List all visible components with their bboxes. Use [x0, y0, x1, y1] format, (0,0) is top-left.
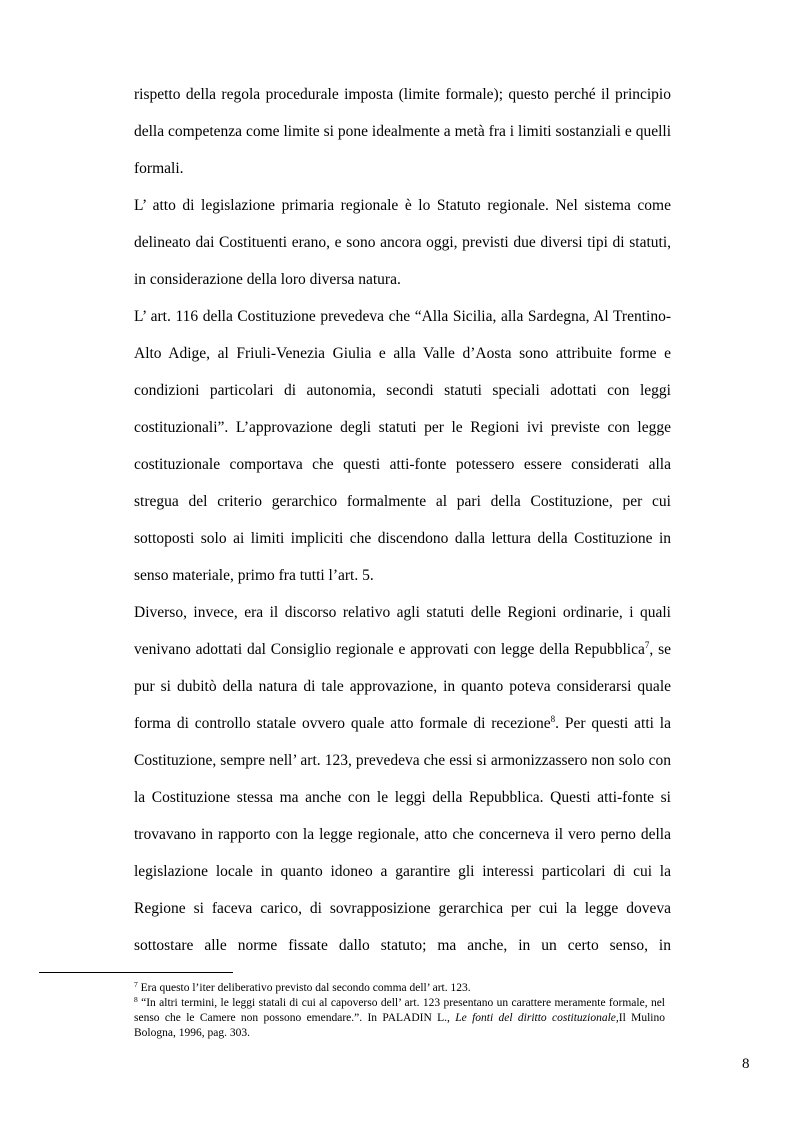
footnote-mark-8: 8 — [134, 995, 138, 1004]
footnote-8-publisher: Il Mulino Bologna, 1996, pag. 303. — [134, 1012, 665, 1039]
paragraph-2: L’ atto di legislazione primaria regionale è lo Statuto regionale. Nel sistema come delineato dai Costituenti erano, e sono ancora oggi, previsti due diversi tipi di statuti, in considerazione della loro diversa natura. — [134, 197, 671, 288]
footnote-ref-7: 7 — [644, 640, 650, 650]
footnotes — [134, 981, 665, 1041]
page-number: 8 — [742, 1056, 750, 1072]
paragraph-4-part-3: . Per questi atti la Costituzione, sempre nell’ art. 123, prevedeva che essi si armonizzassero non solo con la Costituzione stessa ma anche con le leggi della Repubblica. Questi atti-fonte si trovavano in rapporto con la legge regionale, atto che concerneva il vero perno della legislazione locale in quanto idoneo a garantire gli interessi particolari di cui la Regione si faceva carico, di sovrapposizione gerarchica per cui la legge doveva sottostare alle norme fissate dallo statuto; ma anche, in un certo senso, in — [134, 715, 671, 954]
footnote-separator — [39, 972, 233, 973]
paragraph-4-part-2: , se pur si dubitò della natura di tale approvazione, in quanto poteva considerarsi quale forma di controllo statale ovvero quale atto formale di recezione — [134, 641, 671, 732]
paragraph-4-part-1: Diverso, invece, era il discorso relativo agli statuti delle Regioni ordinarie, i quali venivano adottati dal Consiglio regionale e approvati con legge della Repubblica — [134, 604, 671, 658]
paragraph-3: L’ art. 116 della Costituzione prevedeva che “Alla Sicilia, alla Sardegna, Al Trentino-Alto Adige, al Friuli-Venezia Giulia e alla Valle d’Aosta sono attribuite forme e condizioni particolari di autonomia, secondi statuti speciali adottati con leggi costituzionali”. L’approvazione degli statuti per le Regioni ivi previste con legge costituzionale comportava che questi atti-fonte potessero essere considerati alla stregua del criterio gerarchico formalmente al pari della Costituzione, per cui sottoposti solo ai limiti impliciti che discendono dalla lettura della Costituzione in senso materiale, primo fra tutti l’art. 5. — [134, 308, 671, 584]
footnote-7 — [134, 981, 665, 996]
body-text — [134, 76, 671, 964]
footnote-8-text: “In altri termini, le leggi statali di cui al capoverso dell’ art. 123 presentano un carattere meramente formale, nel senso che le Camere non possono emendare.”. In PALADIN L., — [134, 997, 665, 1024]
footnote-mark-7: 7 — [134, 980, 138, 989]
footnote-7-text: Era questo l’iter deliberativo previsto dal secondo comma dell’ art. 123. — [137, 982, 471, 994]
footnote-ref-8: 8 — [550, 714, 556, 724]
footnote-8-book-title: Le fonti del diritto costituzionale, — [455, 1012, 619, 1024]
paragraph-4 — [134, 594, 671, 964]
paragraph-1: rispetto della regola procedurale imposta (limite formale); questo perché il principio della competenza come limite si pone idealmente a metà fra i limiti sostanziali e quelli formali. — [134, 86, 671, 177]
footnote-8 — [134, 996, 665, 1041]
